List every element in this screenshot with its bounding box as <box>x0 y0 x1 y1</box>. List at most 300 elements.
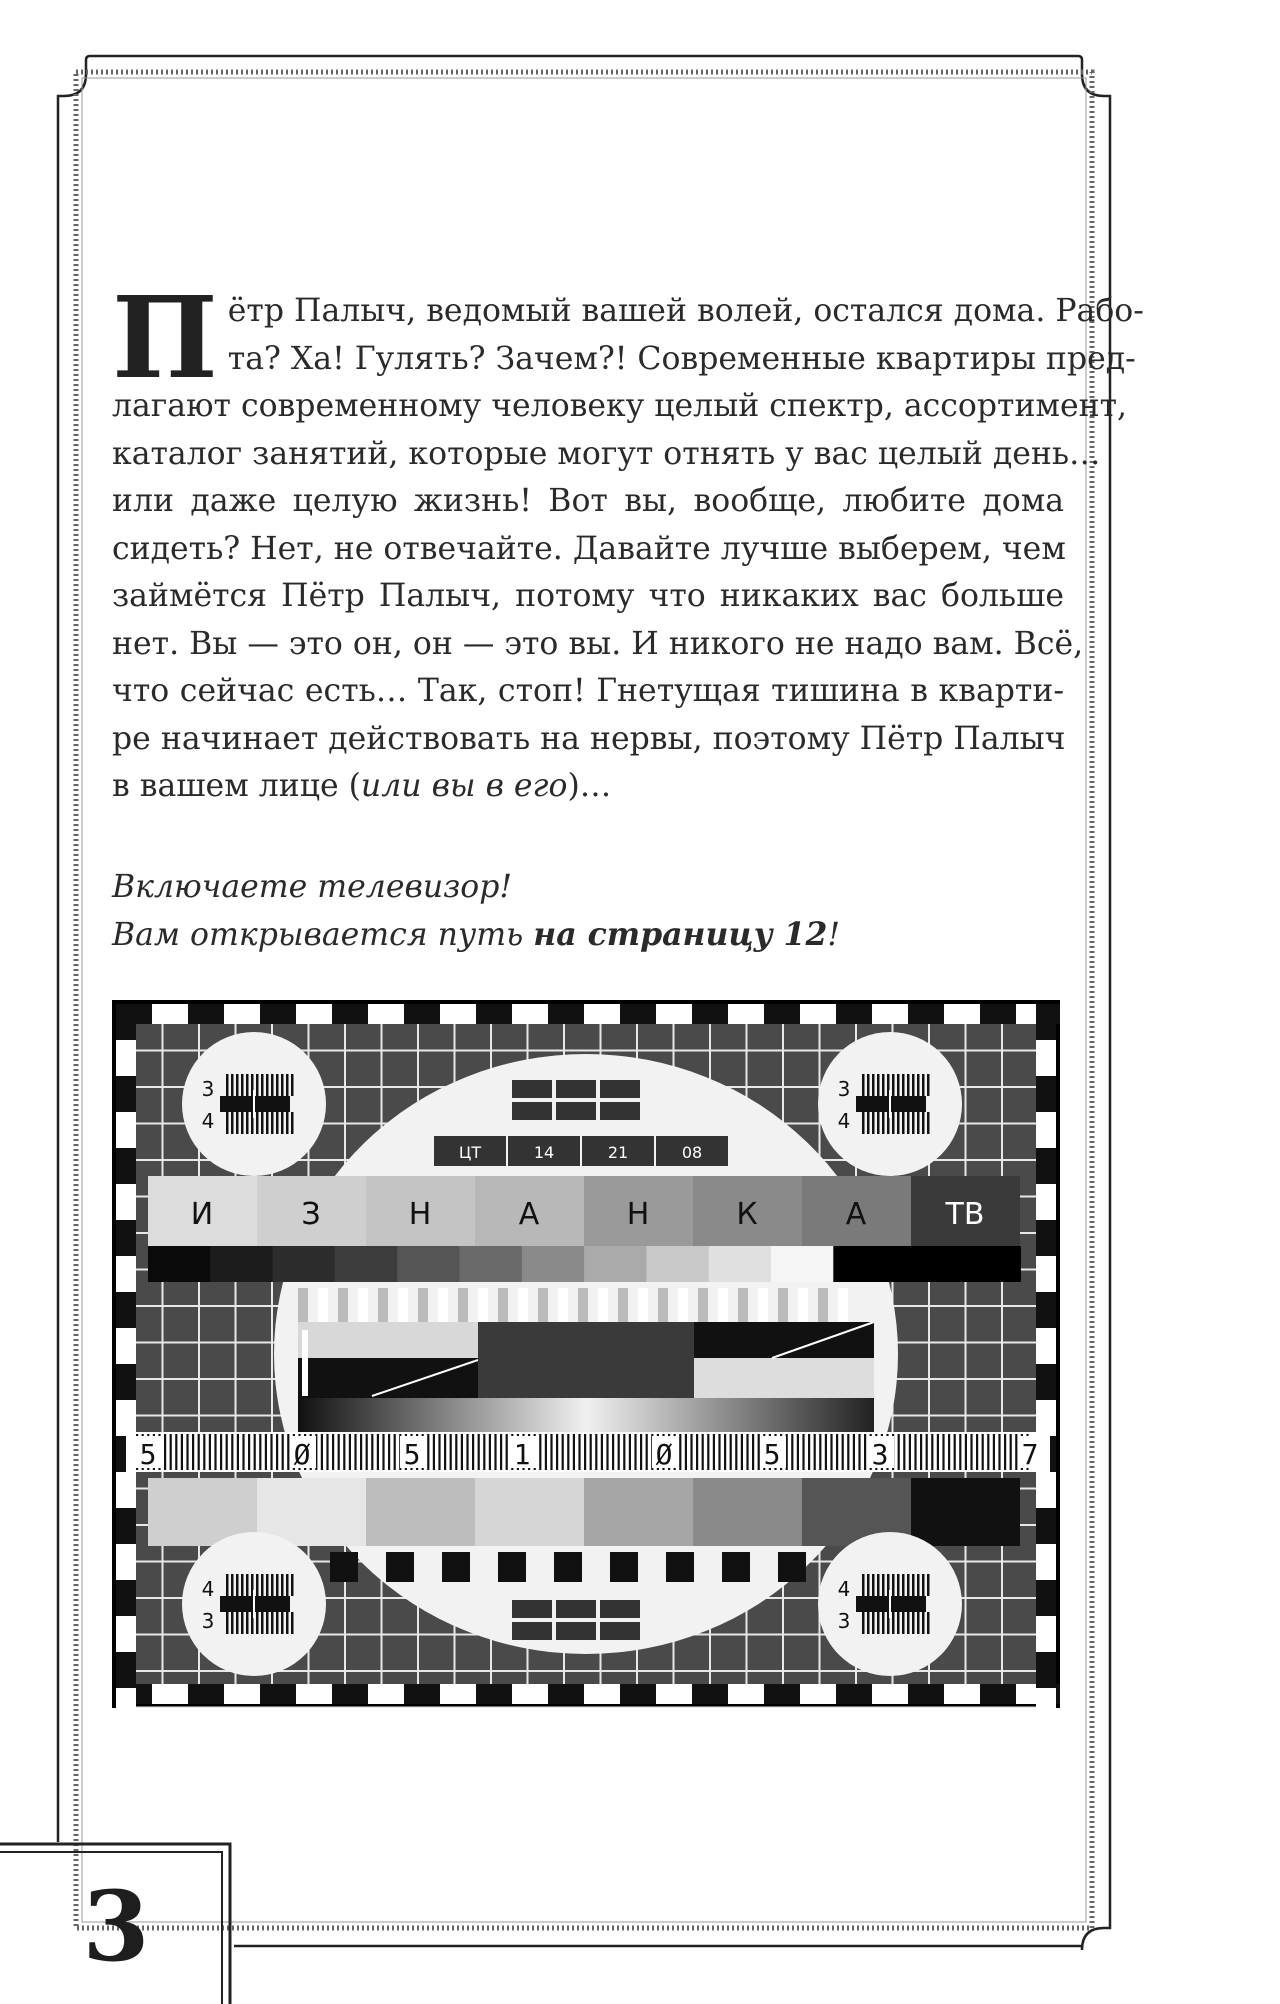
checker <box>296 1684 332 1704</box>
checker <box>116 1292 136 1328</box>
mid-panel-left-top <box>298 1322 478 1358</box>
stripe <box>538 1288 548 1322</box>
card-letter: А <box>518 1197 540 1232</box>
freq-line <box>478 1434 480 1470</box>
checker <box>1036 1400 1056 1436</box>
freq-line <box>713 1434 715 1470</box>
freq-line <box>186 1434 188 1470</box>
stripe <box>658 1288 668 1322</box>
corner-tick <box>241 1612 244 1634</box>
freq-line <box>853 1434 855 1470</box>
story-text <box>112 273 1144 811</box>
corner-tick <box>892 1574 895 1596</box>
checker <box>116 1328 136 1364</box>
freq-line <box>634 1434 636 1470</box>
corner-tick <box>256 1074 259 1096</box>
corner-number: 3 <box>837 1077 851 1101</box>
checker <box>116 1400 136 1436</box>
corner-tick <box>922 1074 925 1096</box>
bottom-checker <box>386 1552 414 1582</box>
gradient-step <box>646 1246 709 1282</box>
corner-circle <box>818 1032 962 1176</box>
checker <box>116 1580 136 1616</box>
bottom-block <box>600 1600 640 1618</box>
story-line: ётр Палыч, ведомый вашей волей, остался дома. Рабо- <box>227 293 1144 329</box>
freq-line <box>797 1434 799 1470</box>
checker <box>368 1004 404 1024</box>
checker <box>1036 1508 1056 1544</box>
corner-tick <box>902 1574 905 1596</box>
freq-line <box>494 1434 496 1470</box>
corner-tick <box>231 1574 234 1596</box>
corner-tick <box>261 1574 264 1596</box>
stripe <box>718 1288 728 1322</box>
checker <box>188 1004 224 1024</box>
stripe <box>418 1288 428 1322</box>
card-letter: Н <box>626 1197 650 1232</box>
freq-line <box>679 1434 681 1470</box>
checker <box>440 1004 476 1024</box>
freq-line <box>539 1434 541 1470</box>
freq-line <box>237 1434 239 1470</box>
checker <box>1036 1652 1056 1688</box>
corner-tick <box>266 1612 269 1634</box>
corner-tick <box>271 1574 274 1596</box>
checker <box>116 1112 136 1148</box>
stripe <box>478 1288 488 1322</box>
freq-line <box>690 1434 692 1470</box>
gray-step <box>366 1478 475 1546</box>
freq-line <box>220 1434 222 1470</box>
corner-tick <box>902 1612 905 1634</box>
stripe <box>298 1288 308 1322</box>
freq-line <box>920 1434 922 1470</box>
corner-number: 4 <box>837 1577 851 1601</box>
freq-line <box>254 1434 256 1470</box>
stripe <box>758 1288 768 1322</box>
story-line: сидеть? Нет, не отвечайте. Давайте лучше выберем, чем <box>112 530 1066 567</box>
bottom-checker <box>778 1552 806 1582</box>
corner-tick <box>912 1112 915 1134</box>
freq-line <box>959 1434 961 1470</box>
top-block <box>512 1102 552 1120</box>
freq-line <box>388 1434 390 1470</box>
freq-line <box>578 1434 580 1470</box>
freq-line <box>640 1434 642 1470</box>
corner-circle <box>182 1032 326 1176</box>
freq-line <box>842 1434 844 1470</box>
freq-line <box>192 1434 194 1470</box>
freq-line <box>612 1434 614 1470</box>
checker <box>332 1004 368 1024</box>
freq-line <box>718 1434 720 1470</box>
corner-tick <box>226 1112 229 1134</box>
checker <box>836 1684 872 1704</box>
checker <box>872 1004 908 1024</box>
checker <box>728 1004 764 1024</box>
freq-line <box>618 1434 620 1470</box>
corner-tick <box>877 1074 880 1096</box>
freq-line <box>203 1434 205 1470</box>
checker <box>908 1004 944 1024</box>
freq-line <box>629 1434 631 1470</box>
tv-test-card <box>112 1000 1060 1708</box>
card-letter: Н <box>408 1197 432 1232</box>
story-line: или даже целую жизнь! Вот вы, вообще, любите дома <box>112 483 1064 519</box>
checker <box>1036 1472 1056 1508</box>
freq-line <box>791 1434 793 1470</box>
corner-number: 3 <box>201 1609 215 1633</box>
checker <box>764 1004 800 1024</box>
freq-line <box>489 1434 491 1470</box>
corner-tick <box>241 1574 244 1596</box>
top-block <box>512 1080 552 1098</box>
corner-tick <box>256 1112 259 1134</box>
corner-tick <box>226 1574 229 1596</box>
corner-tick <box>897 1612 900 1634</box>
story-line: ре начинает действовать на нервы, поэтому Пётр Палыч <box>112 720 1066 757</box>
corner-tick <box>236 1112 239 1134</box>
corner-tick <box>917 1074 920 1096</box>
checker <box>116 1004 136 1040</box>
stripe <box>838 1288 848 1322</box>
checker <box>908 1684 944 1704</box>
corner-tick <box>862 1612 865 1634</box>
corner-tick <box>246 1074 249 1096</box>
corner-tick <box>897 1074 900 1096</box>
freq-line <box>175 1434 177 1470</box>
card-letter: И <box>190 1197 214 1232</box>
corner-tick <box>912 1074 915 1096</box>
top-block <box>556 1080 596 1098</box>
freq-line <box>942 1434 944 1470</box>
freq-line <box>696 1434 698 1470</box>
checker <box>116 1508 136 1544</box>
freq-line <box>231 1434 233 1470</box>
bottom-checker <box>442 1552 470 1582</box>
checker <box>332 1684 368 1704</box>
stripe <box>638 1288 648 1322</box>
freq-line <box>735 1434 737 1470</box>
card-letter: ТВ <box>945 1197 985 1232</box>
corner-tick <box>286 1574 289 1596</box>
corner-tick <box>286 1112 289 1134</box>
corner-tick <box>912 1574 915 1596</box>
freq-line <box>573 1434 575 1470</box>
page-reference[interactable]: на страницу 12 <box>533 916 828 953</box>
checker <box>404 1684 440 1704</box>
corner-tick <box>927 1574 930 1596</box>
story-line: что сейчас есть… Так, стоп! Гнетущая тишина в кварти- <box>112 673 1064 709</box>
checker <box>1036 1364 1056 1400</box>
mid-panel-right-top <box>694 1322 874 1358</box>
corner-tick <box>286 1612 289 1634</box>
freq-line <box>746 1434 748 1470</box>
gradient-step <box>460 1246 523 1282</box>
freq-line <box>584 1434 586 1470</box>
corner-tick <box>867 1112 870 1134</box>
checker <box>1036 1076 1056 1112</box>
checker <box>224 1684 260 1704</box>
freq-line <box>847 1434 849 1470</box>
corner-tick <box>917 1112 920 1134</box>
corner-tick <box>236 1574 239 1596</box>
gray-step <box>584 1478 693 1546</box>
corner-tick <box>246 1112 249 1134</box>
freq-line <box>343 1434 345 1470</box>
checker <box>152 1684 188 1704</box>
checker <box>584 1684 620 1704</box>
freq-line <box>545 1434 547 1470</box>
freq-line <box>724 1434 726 1470</box>
corner-tick <box>872 1612 875 1634</box>
freq-line <box>567 1434 569 1470</box>
corner-tick <box>917 1574 920 1596</box>
corner-circle <box>818 1532 962 1676</box>
story-line: займётся Пётр Палыч, потому что никаких вас больше <box>112 578 1064 614</box>
freq-line <box>819 1434 821 1470</box>
story-line: каталог занятий, которые могут отнять у вас целый день… <box>112 435 1101 472</box>
stripe <box>358 1288 368 1322</box>
freq-line <box>830 1434 832 1470</box>
freq-line <box>550 1434 552 1470</box>
top-label: 08 <box>681 1143 703 1162</box>
corner-tick <box>892 1612 895 1634</box>
freq-line <box>483 1434 485 1470</box>
corner-tick <box>862 1112 865 1134</box>
freq-line <box>970 1434 972 1470</box>
stripe <box>338 1288 348 1322</box>
corner-tick <box>271 1074 274 1096</box>
freq-line <box>427 1434 429 1470</box>
freq-line <box>270 1434 272 1470</box>
checker <box>116 1220 136 1256</box>
checker <box>656 1004 692 1024</box>
freq-line <box>276 1434 278 1470</box>
checker <box>1036 1256 1056 1292</box>
gradient-step <box>584 1246 647 1282</box>
checker <box>980 1684 1016 1704</box>
top-label: 21 <box>607 1143 629 1162</box>
gradient-step <box>273 1246 336 1282</box>
choice-link[interactable]: Вам открывается путь на страницу 12! <box>112 916 841 953</box>
freq-line <box>282 1434 284 1470</box>
checker <box>116 1184 136 1220</box>
freq-line <box>338 1434 340 1470</box>
freq-line <box>903 1434 905 1470</box>
corner-tick <box>281 1612 284 1634</box>
freq-line <box>377 1434 379 1470</box>
checker <box>296 1004 332 1024</box>
stripe <box>318 1288 328 1322</box>
scale-number: 5 <box>403 1438 421 1471</box>
checker <box>800 1004 836 1024</box>
freq-line <box>332 1434 334 1470</box>
corner-tick <box>907 1074 910 1096</box>
corner-tick <box>226 1074 229 1096</box>
corner-tick <box>231 1112 234 1134</box>
checker <box>656 1684 692 1704</box>
choice-block <box>112 864 1064 959</box>
freq-line <box>444 1434 446 1470</box>
checker <box>692 1684 728 1704</box>
freq-line <box>466 1434 468 1470</box>
corner-tick <box>882 1112 885 1134</box>
checker <box>152 1004 188 1024</box>
freq-line <box>394 1434 396 1470</box>
choice-line-1: Включаете телевизор! <box>112 869 513 905</box>
vertical-marker <box>302 1330 308 1396</box>
bottom-block <box>556 1622 596 1640</box>
freq-line <box>438 1434 440 1470</box>
freq-line <box>170 1434 172 1470</box>
freq-line <box>758 1434 760 1470</box>
freq-line <box>954 1434 956 1470</box>
checker <box>944 1684 980 1704</box>
checker <box>1036 1148 1056 1184</box>
corner-number: 3 <box>201 1077 215 1101</box>
corner-tick <box>226 1612 229 1634</box>
freq-line <box>858 1434 860 1470</box>
freq-line <box>926 1434 928 1470</box>
corner-number: 3 <box>837 1609 851 1633</box>
top-label: ЦТ <box>458 1143 482 1162</box>
freq-line <box>214 1434 216 1470</box>
freq-line <box>982 1434 984 1470</box>
checker <box>548 1684 584 1704</box>
checker <box>116 1076 136 1112</box>
checker <box>1036 1184 1056 1220</box>
freq-line <box>242 1434 244 1470</box>
corner-tick <box>261 1112 264 1134</box>
freq-line <box>606 1434 608 1470</box>
checker <box>440 1684 476 1704</box>
gradient-step <box>522 1246 585 1282</box>
freq-line <box>590 1434 592 1470</box>
checker <box>368 1684 404 1704</box>
bottom-block <box>556 1600 596 1618</box>
corner-tick <box>882 1574 885 1596</box>
corner-tick <box>266 1574 269 1596</box>
gray-step <box>475 1478 584 1546</box>
freq-line <box>382 1434 384 1470</box>
corner-tick <box>892 1112 895 1134</box>
checker <box>944 1004 980 1024</box>
bottom-checker <box>666 1552 694 1582</box>
freq-line <box>455 1434 457 1470</box>
freq-line <box>808 1434 810 1470</box>
checker <box>620 1004 656 1024</box>
corner-tick <box>897 1574 900 1596</box>
freq-line <box>730 1434 732 1470</box>
freq-line <box>595 1434 597 1470</box>
freq-line <box>937 1434 939 1470</box>
checker <box>1036 1616 1056 1652</box>
freq-line <box>702 1434 704 1470</box>
checker <box>836 1004 872 1024</box>
freq-line <box>752 1434 754 1470</box>
corner-circle <box>182 1532 326 1676</box>
corner-tick <box>281 1074 284 1096</box>
corner-tick <box>917 1612 920 1634</box>
scale-number: Ø <box>293 1438 311 1471</box>
checker <box>476 1004 512 1024</box>
gradient-step <box>397 1246 460 1282</box>
corner-tick <box>907 1612 910 1634</box>
corner-tick <box>276 1612 279 1634</box>
checker <box>1036 1688 1056 1708</box>
freq-line <box>741 1434 743 1470</box>
corner-number: 4 <box>201 1577 215 1601</box>
checker <box>548 1004 584 1024</box>
checker <box>116 1040 136 1076</box>
stripe <box>438 1288 448 1322</box>
gradient-step <box>210 1246 273 1282</box>
freq-band <box>126 1432 1050 1472</box>
scale-number: 5 <box>763 1438 781 1471</box>
corner-tick <box>266 1112 269 1134</box>
stripe <box>378 1288 388 1322</box>
checker <box>764 1684 800 1704</box>
corner-tick <box>867 1574 870 1596</box>
scale-number: 5 <box>139 1438 157 1471</box>
freq-line <box>181 1434 183 1470</box>
freq-line <box>500 1434 502 1470</box>
bottom-checker <box>554 1552 582 1582</box>
freq-line <box>226 1434 228 1470</box>
mid-panel-center <box>478 1322 694 1398</box>
bottom-block <box>512 1600 552 1618</box>
gradient-bar <box>298 1398 874 1432</box>
stripe <box>618 1288 628 1322</box>
corner-tick <box>882 1074 885 1096</box>
checker <box>1036 1004 1056 1040</box>
corner-tick <box>271 1112 274 1134</box>
freq-line <box>360 1434 362 1470</box>
corner-tick <box>892 1074 895 1096</box>
corner-tick <box>276 1074 279 1096</box>
checker <box>404 1004 440 1024</box>
corner-tick <box>281 1112 284 1134</box>
gradient-step <box>148 1246 211 1282</box>
corner-tick <box>877 1112 880 1134</box>
corner-tick <box>927 1112 930 1134</box>
checker <box>872 1684 908 1704</box>
card-letter: К <box>736 1197 758 1232</box>
corner-tick <box>902 1112 905 1134</box>
freq-line <box>898 1434 900 1470</box>
stripe <box>458 1288 468 1322</box>
bottom-block <box>600 1622 640 1640</box>
page-number: 3 <box>82 1869 150 1983</box>
corner-tick <box>907 1574 910 1596</box>
stripe <box>778 1288 788 1322</box>
checker <box>512 1684 548 1704</box>
top-block <box>556 1102 596 1120</box>
corner-tick <box>236 1074 239 1096</box>
freq-line <box>287 1434 289 1470</box>
checker <box>620 1684 656 1704</box>
gradient-step <box>335 1246 398 1282</box>
bottom-block <box>512 1622 552 1640</box>
checker <box>116 1544 136 1580</box>
stripe <box>698 1288 708 1322</box>
freq-line <box>1015 1434 1017 1470</box>
freq-line <box>948 1434 950 1470</box>
checker <box>116 1256 136 1292</box>
checker <box>728 1684 764 1704</box>
stripe <box>498 1288 508 1322</box>
